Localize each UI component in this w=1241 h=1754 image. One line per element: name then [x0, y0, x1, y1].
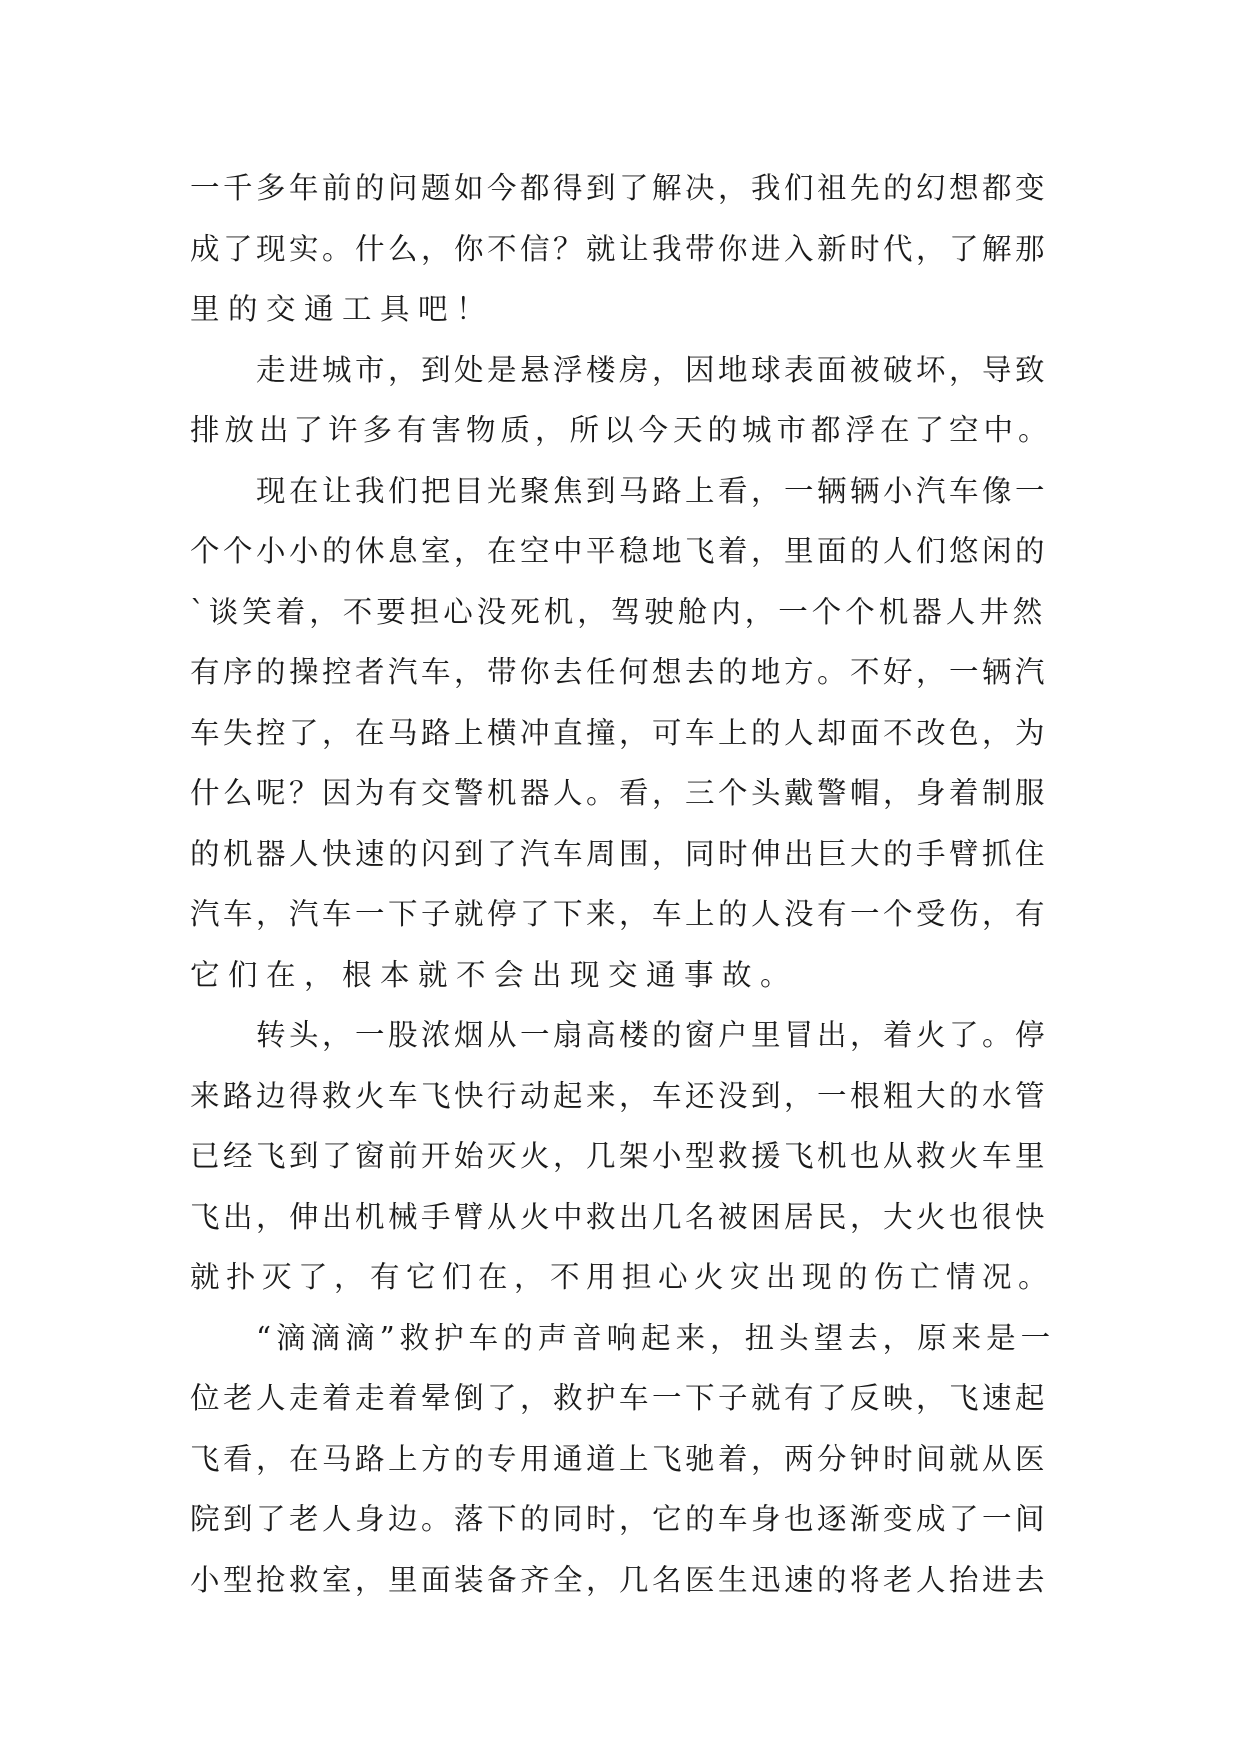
text-line: 它们在，根本就不会出现交通事故。 — [190, 957, 799, 992]
text-line: 成了现实。什么，你不信？就让我带你进入新时代，了解那 — [190, 231, 1049, 266]
text-line: 什么呢？因为有交警机器人。看，三个头戴警帽，身着制服 — [190, 776, 1049, 810]
text-line: 就扑灭了，有它们在，不用担心火灾出现的伤亡情况。 — [190, 1260, 1055, 1294]
text-line: 个个小小的休息室，在空中平稳地飞着，里面的人们悠闲的 — [190, 534, 1049, 568]
text-line: 来路边得救火车飞快行动起来，车还没到，一根粗大的水管 — [190, 1078, 1049, 1113]
text-line: `谈笑着，不要担心没死机，驾驶舱内，一个个机器人井然 — [190, 594, 1047, 629]
text-line: 一千多年前的问题如今都得到了解决，我们祖先的幻想都变 — [190, 171, 1049, 205]
text-line: 飞出，伸出机械手臂从火中救出几名被困居民，大火也很快 — [190, 1199, 1049, 1234]
paragraph-first-line: 现在让我们把目光聚焦到马路上看，一辆辆小汽车像一 — [256, 473, 1049, 508]
paragraph-first-line: 转头，一股浓烟从一扇高楼的窗户里冒出，着火了。停 — [256, 1018, 1049, 1052]
text-line: 的机器人快速的闪到了汽车周围，同时伸出巨大的手臂抓住 — [190, 836, 1049, 871]
text-line: 院到了老人身边。落下的同时，它的车身也逐渐变成了一间 — [190, 1502, 1049, 1536]
text-line: 小型抢救室，里面装备齐全，几名医生迅速的将老人抬进去 — [190, 1562, 1049, 1597]
text-line: 有序的操控者汽车，带你去任何想去的地方。不好，一辆汽 — [190, 655, 1049, 689]
paragraph-first-line: 走进城市，到处是悬浮楼房，因地球表面被破坏，导致 — [256, 352, 1049, 387]
text-line: 里的交通工具吧！ — [190, 292, 495, 326]
text-line: 飞看，在马路上方的专用通道上飞驰着，两分钟时间就从医 — [190, 1441, 1049, 1476]
paragraph-first-line: “滴滴滴”救护车的声音响起来，扭头望去，原来是一 — [256, 1320, 1056, 1355]
text-line: 汽车，汽车一下子就停了下来，车上的人没有一个受伤，有 — [190, 897, 1049, 931]
document-page — [190, 158, 1056, 1610]
text-line: 位老人走着走着晕倒了，救护车一下子就有了反映，飞速起 — [190, 1381, 1049, 1415]
text-line: 车失控了，在马路上横冲直撞，可车上的人却面不改色，为 — [190, 715, 1049, 750]
text-line: 排放出了许多有害物质，所以今天的城市都浮在了空中。 — [190, 413, 1053, 447]
text-line: 已经飞到了窗前开始灭火，几架小型救援飞机也从救火车里 — [190, 1139, 1049, 1173]
